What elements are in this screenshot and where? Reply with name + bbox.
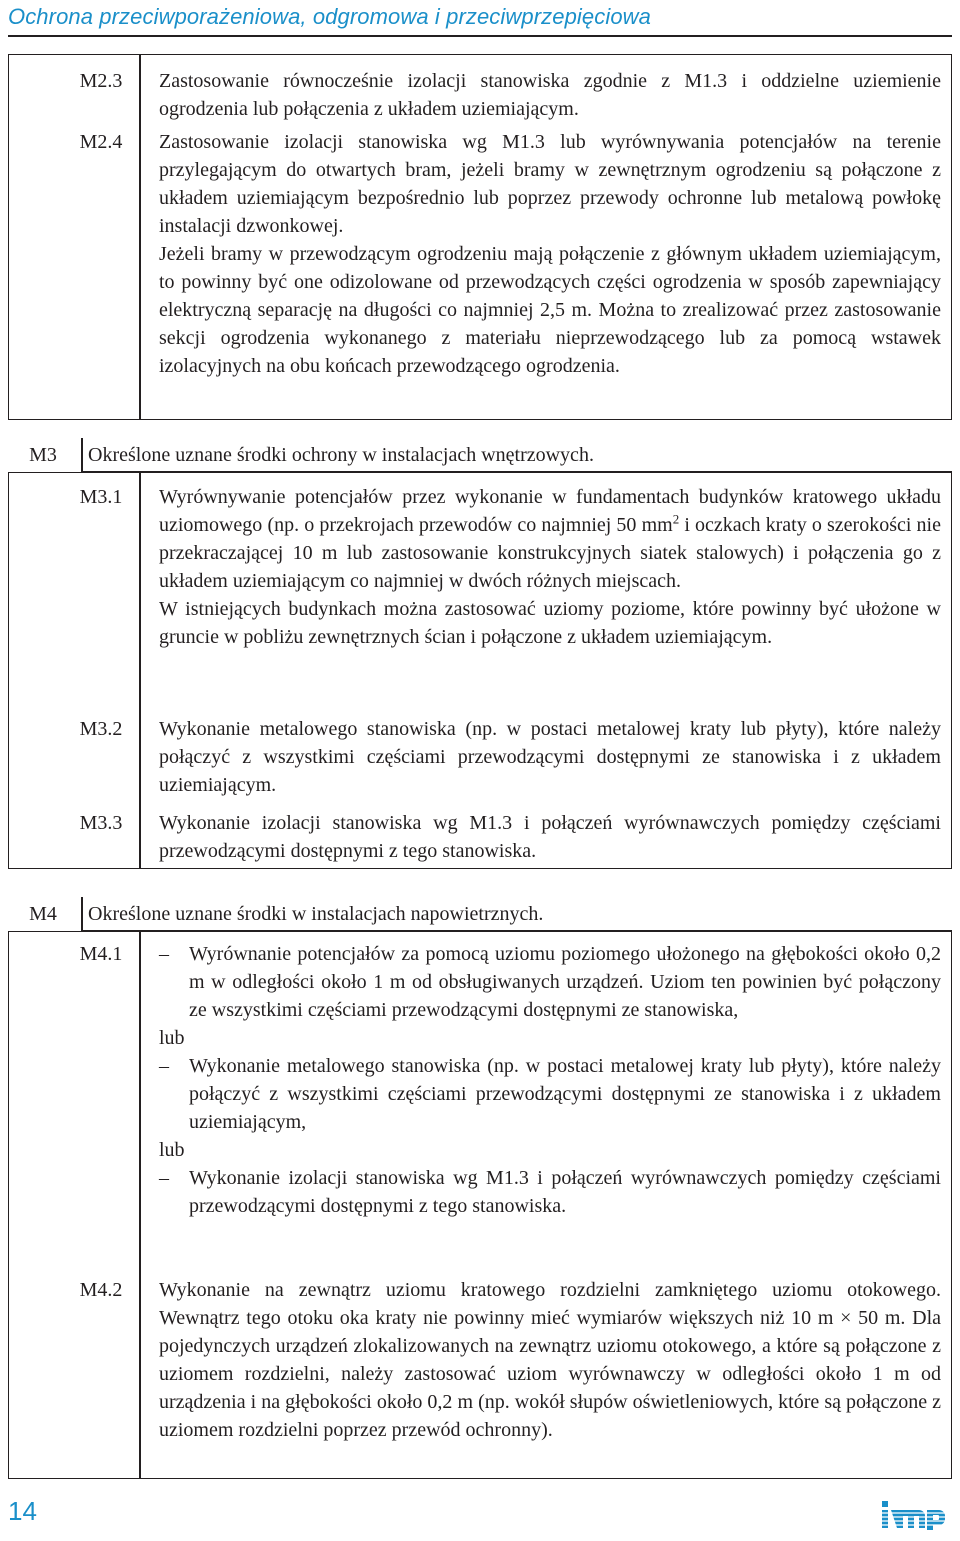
header-rule — [8, 35, 952, 37]
dash-marker: – — [159, 1055, 169, 1077]
item-code: M4.2 — [79, 1279, 123, 1301]
bullet-text: Wyrównanie potencjałów za pomocą uziomu poziomego ułożonego na głębokości około 0,2 m w odległości około 1 m od obsługiwanych urządzeń. Uziom ten powinien być połączony ze wszystkimi częściami przewodzącymi dostępnymi ze stanowiska, — [189, 943, 941, 1021]
item-text-m3-3: Wykonanie izolacji stanowiska wg M1.3 i połączeń wyrównawczych pomiędzy częściami przewodzącymi dostępnymi z tego stanowiska. — [159, 812, 941, 862]
paragraph — [159, 483, 941, 595]
item-text-m2-3 — [159, 67, 941, 123]
bullet-item — [159, 940, 941, 1024]
item-code: M3.1 — [79, 486, 123, 508]
item-text-m4-2: Wykonanie na zewnątrz uziomu kratowego rozdzielni zamkniętego uziomu otokowego. Wewnątrz tego otoku oka kraty nie powinny mieć wymiarów większych niż 10 m × 50 m. Dla pojedynczych urządzeń zlokalizowanych na zewnątrz uziomu otokowego, a które są połączone z uziomem rozdzielni, należy zastosować uziom wyrównawczy w odległości około 1 m od urządzenia i na głębokości około 0,2 m (np. wokół słupów oświetleniowych, które są połączone z uziomem rozdzielni poprzez przewód ochronny). — [159, 1279, 941, 1441]
section-m4-box — [8, 931, 952, 1479]
connector-word: lub — [159, 1139, 185, 1161]
column-divider — [139, 932, 141, 1478]
column-divider — [139, 473, 141, 868]
item-text-m3-2: Wykonanie metalowego stanowiska (np. w postaci metalowej kraty lub płyty), które należy połączyć z wszystkimi częściami przewodzącymi dostępnymi ze stanowiska i z układem uziemiającym. — [159, 718, 941, 796]
item-text-m4-1 — [159, 940, 941, 1220]
page-header-title: Ochrona przeciwporażeniowa, odgromowa i przeciwprzepięciowa — [8, 4, 651, 29]
superscript: 2 — [672, 511, 680, 527]
header-divider — [81, 438, 83, 472]
page-number: 14 — [8, 1496, 37, 1526]
bullet-item — [159, 1052, 941, 1136]
bullet-item — [159, 1164, 941, 1220]
impe-logo-icon — [880, 1497, 950, 1531]
section-m4-header — [8, 897, 952, 931]
section-code: M3 — [29, 444, 57, 466]
bullet-text: Wykonanie izolacji stanowiska wg M1.3 i połączeń wyrównawczych pomiędzy częściami przewodzącymi dostępnymi z tego stanowiska. — [189, 1167, 941, 1217]
dash-marker: – — [159, 1167, 169, 1189]
column-divider — [139, 55, 141, 419]
item-code: M3.3 — [79, 812, 123, 834]
connector-word: lub — [159, 1027, 185, 1049]
section-title: Określone uznane środki ochrony w instalacjach wnętrzowych. — [88, 444, 594, 466]
paragraph: Jeżeli bramy w przewodzącym ogrodzeniu mają połączenie z głównym układem uziemiającym, to powinny być one odizolowane od przewodzących części ogrodzenia w sposób zapewniający elektryczną separację na długości co najmniej 2,5 m. Można to zrealizować przez zastosowanie sekcji ogrodzenia wykonanego z materiału nieprzewodzącego lub za pomocą wstawek izolacyjnych na obu końcach przewodzącego ogrodzenia. — [159, 243, 941, 377]
item-code: M2.4 — [79, 131, 123, 153]
item-code: M4.1 — [79, 943, 123, 965]
dash-marker: – — [159, 943, 169, 965]
section-m2-box — [8, 54, 952, 420]
text-run: i oczkach kraty o szerokości nie przekraczającej 10 m lub zastosowanie konstrukcyjnych siatek stalowych) i połączenia go z układem uziemiającym co najmniej w dwóch różnych miejscach. — [159, 514, 941, 592]
item-code: M2.3 — [79, 70, 123, 92]
paragraph: Zastosowanie równocześnie izolacji stanowiska zgodnie z M1.3 i oddzielne uziemienie ogrodzenia lub połączenia z układem uziemiającym. — [159, 70, 941, 120]
section-m3-header — [8, 438, 952, 472]
section-code: M4 — [29, 903, 57, 925]
text-run: Wyrównywanie potencjałów przez wykonanie w fundamentach budynków kratowego układu uziomowego (np. o przekrojach przewodów co najmniej 50 mm — [159, 486, 941, 536]
item-code: M3.2 — [79, 718, 123, 740]
bullet-text: Wykonanie metalowego stanowiska (np. w postaci metalowej kraty lub płyty), które należy połączyć z wszystkimi częściami przewodzącymi dostępnymi ze stanowiska i z układem uziemiającym, — [189, 1055, 941, 1133]
section-title: Określone uznane środki w instalacjach napowietrznych. — [88, 903, 544, 925]
paragraph: W istniejących budynkach można zastosować uziomy poziome, które powinny być ułożone w gruncie w pobliżu zewnętrznych ścian i połączone z układem uziemiającym. — [159, 598, 941, 648]
item-text-m3-1 — [159, 483, 941, 651]
item-text-m2-4 — [159, 128, 941, 380]
section-m3-box — [8, 472, 952, 869]
paragraph: Zastosowanie izolacji stanowiska wg M1.3 lub wyrównywania potencjałów na terenie przylegającym do otwartych bram, jeżeli bramy w zewnętrznym ogrodzeniu są połączone z układem uziemiającym bezpośrednio lub poprzez przewody ochronne lub metalową powłokę instalacji dzwonkowej. — [159, 131, 941, 237]
header-divider — [81, 897, 83, 931]
